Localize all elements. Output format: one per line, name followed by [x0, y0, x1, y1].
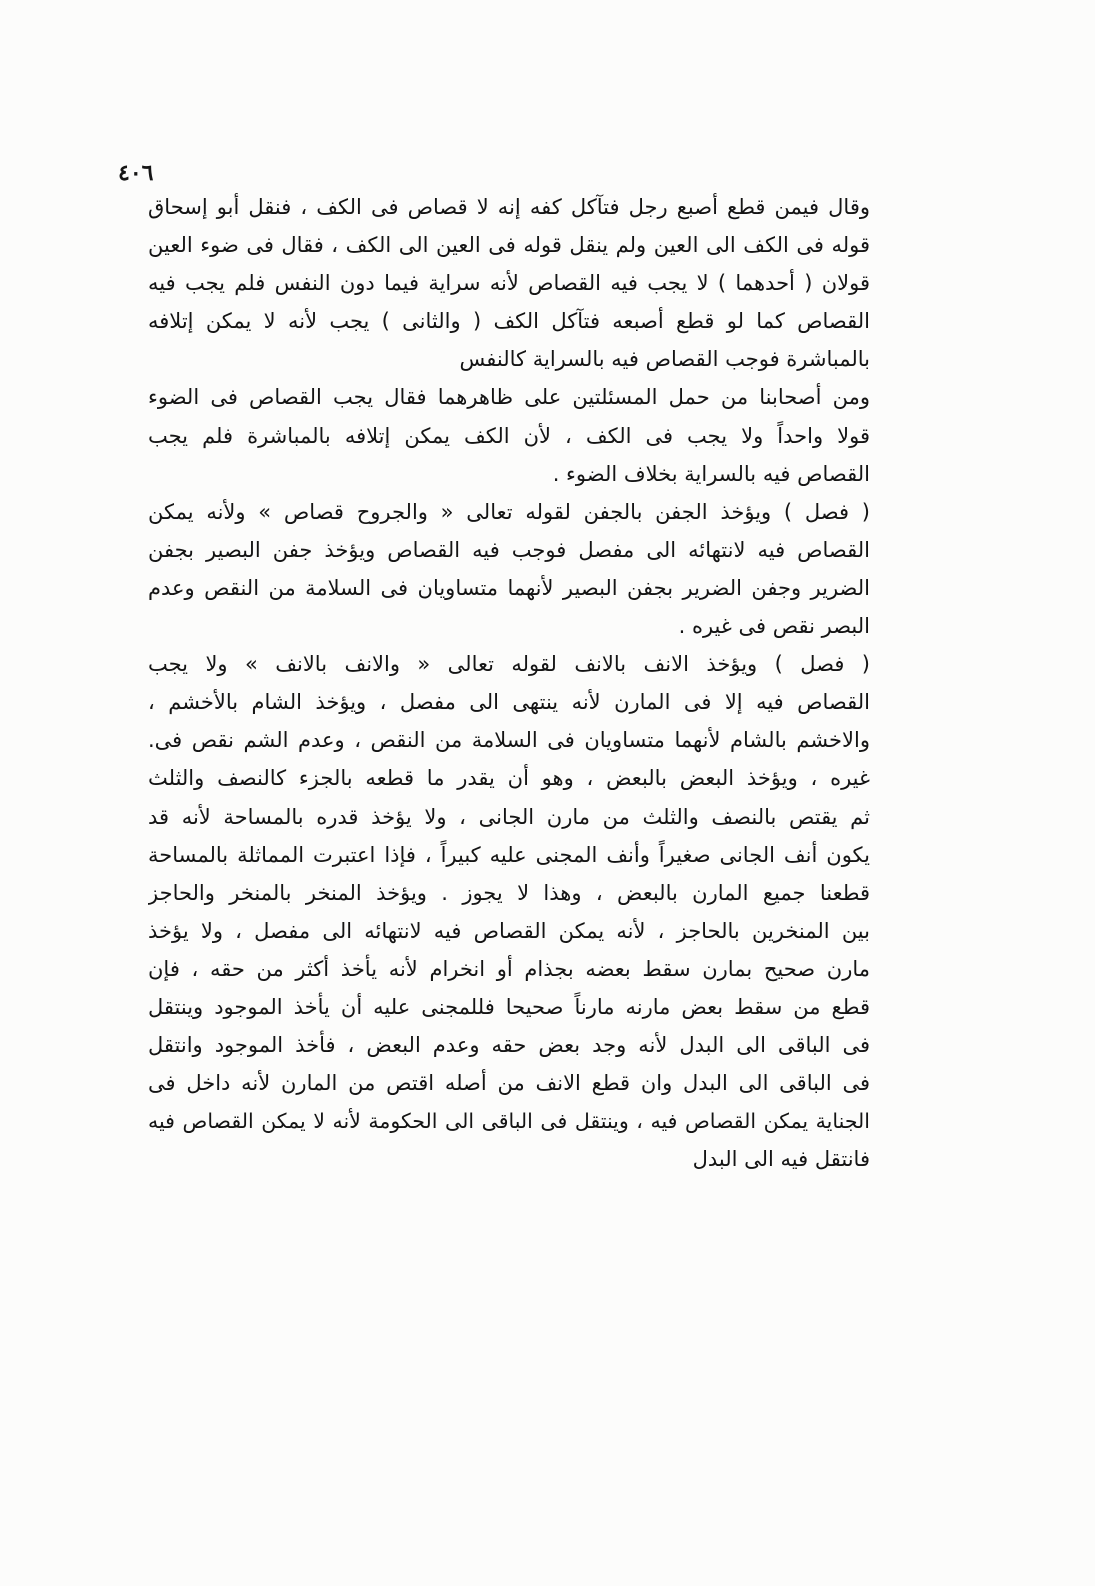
text-line: قوله فى الكف الى العين ولم ينقل قوله فى العين الى الكف ، فقال فى ضوء العين — [148, 233, 870, 258]
text-line: الجناية يمكن القصاص فيه ، وينتقل فى الباقى الى الحكومة لأنه لا يمكن القصاص فيه — [148, 1109, 870, 1134]
text-line: مارن صحيح بمارن سقط بعضه بجذام أو انخرام لأنه يأخذ أكثر من حقه ، فإن — [148, 956, 870, 981]
text-line: قطعنا جميع المارن بالبعض ، وهذا لا يجوز . ويؤخذ المنخر بالمنخر والحاجز — [148, 880, 870, 905]
text-line: والاخشم بالشام لأنهما متساويان فى السلامة من النقص ، وعدم الشم نقص فى. — [148, 728, 870, 753]
text-line: القصاص كما لو قطع أصبعه فتآكل الكف ( والثانى ) يجب لأنه لا يمكن إتلافه — [148, 309, 870, 334]
text-line: القصاص فيه إلا فى المارن لأنه ينتهى الى مفصل ، ويؤخذ الشام بالأخشم ، — [148, 690, 870, 715]
page-number: ٤٠٦ — [118, 160, 154, 186]
text-line: وقال فيمن قطع أصبع رجل فتآكل كفه إنه لا قصاص فى الكف ، فنقل أبو إسحاق — [148, 195, 870, 219]
text-line: فى الباقى الى البدل لأنه وجد بعض حقه وعدم البعض ، فأخذ الموجود وانتقل — [148, 1033, 870, 1058]
text-line: قطع من سقط بعض مارنه مارناً صحيحا فللمجنى عليه أن يأخذ الموجود وينتقل — [148, 994, 870, 1019]
text-line: فانتقل فيه الى البدل — [692, 1147, 870, 1172]
text-line: ثم يقتص بالنصف والثلث من مارن الجانى ، ولا يؤخذ قدره بالمساحة لأنه قد — [148, 804, 870, 829]
text-line: ( فصل ) ويؤخذ الجفن بالجفن لقوله تعالى « والجروح قصاص » ولأنه يمكن — [148, 499, 870, 524]
text-line: بالمباشرة فوجب القصاص فيه بالسراية كالنفس — [459, 347, 870, 372]
text-line: فى الباقى الى البدل وان قطع الانف من أصله اقتص من المارن لأنه داخل فى — [148, 1071, 870, 1096]
text-line: قولا واحداً ولا يجب فى الكف ، لأن الكف يمكن إتلافه بالمباشرة فلم يجب — [148, 423, 870, 448]
text-line: غيره ، ويؤخذ البعض بالبعض ، وهو أن يقدر ما قطعه بالجزء كالنصف والثلث — [148, 766, 870, 791]
text-line: قولان ( أحدهما ) لا يجب فيه القصاص لأنه سراية فيما دون النفس فلم يجب فيه — [148, 271, 870, 296]
text-line: البصر نقص فى غيره . — [678, 614, 870, 639]
text-line: بين المنخرين بالحاجز ، لأنه يمكن القصاص فيه لانتهائه الى مفصل ، ولا يؤخذ — [148, 918, 870, 943]
text-line: يكون أنف الجانى صغيراً وأنف المجنى عليه كبيراً ، فإذا اعتبرت المماثلة بالمساحة — [148, 842, 870, 867]
text-line: الضرير وجفن الضرير بجفن البصير لأنهما متساويان فى السلامة من النقص وعدم — [148, 575, 870, 600]
text-line: ومن أصحابنا من حمل المسئلتين على ظاهرهما فقال يجب القصاص فى الضوء — [148, 385, 870, 410]
text-line: القصاص فيه لانتهائه الى مفصل فوجب فيه القصاص ويؤخذ جفن البصير بجفن — [148, 537, 870, 562]
text-line: القصاص فيه بالسراية بخلاف الضوء . — [552, 461, 870, 486]
body-text — [148, 188, 870, 1178]
text-line: ( فصل ) ويؤخذ الانف بالانف لقوله تعالى « والانف بالانف » ولا يجب — [148, 652, 870, 677]
